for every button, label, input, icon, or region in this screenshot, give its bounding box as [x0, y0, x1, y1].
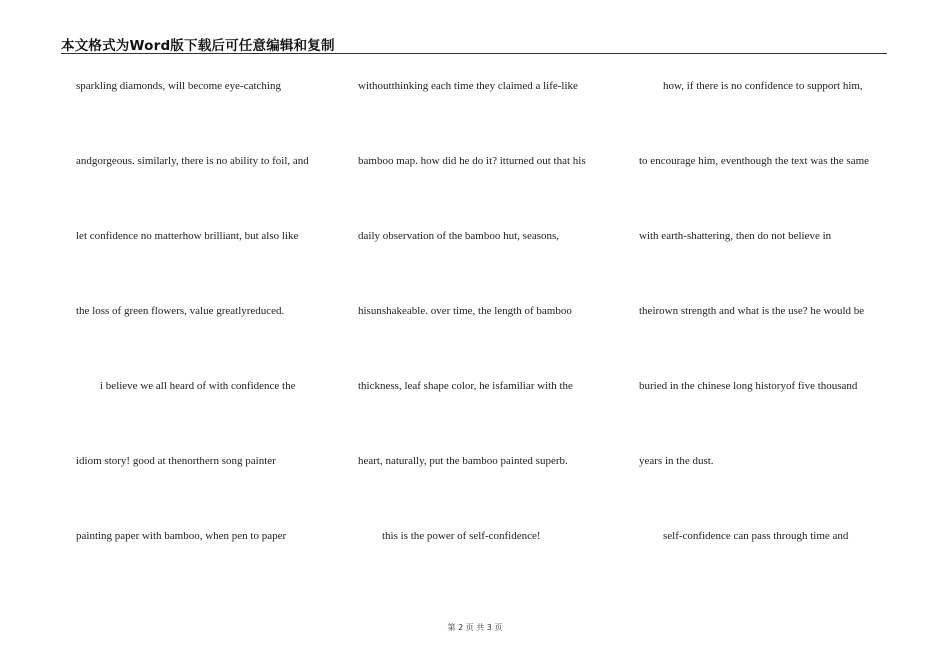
text-line: bamboo map. how did he do it? itturned out that his	[358, 155, 586, 167]
text-line: withoutthinking each time they claimed a life-like	[358, 80, 578, 92]
text-line: the loss of green flowers, value greatlyreduced.	[76, 305, 285, 317]
text-line: painting paper with bamboo, when pen to paper	[76, 530, 287, 542]
text-column-3	[639, 76, 904, 601]
text-line: idiom story! good at thenorthern song painter	[76, 455, 276, 467]
text-line: years in the dust.	[639, 455, 714, 467]
header-divider	[61, 53, 887, 54]
text-line: daily observation of the bamboo hut, seasons,	[358, 230, 560, 242]
text-column-1	[76, 76, 341, 601]
text-line: with earth-shattering, then do not believe in	[639, 230, 832, 242]
text-line: self-confidence can pass through time and	[663, 530, 849, 542]
text-line: let confidence no matterhow brilliant, but also like	[76, 230, 299, 242]
text-column-2	[358, 76, 623, 601]
text-line: sparkling diamonds, will become eye-catching	[76, 80, 281, 92]
page-number-footer: 第 2 页 共 3 页	[447, 623, 503, 632]
text-line: i believe we all heard of with confidence the	[100, 380, 296, 392]
text-line: to encourage him, eventhough the text was the same	[639, 155, 870, 167]
text-line: andgorgeous. similarly, there is no ability to foil, and	[76, 155, 309, 167]
text-line: theirown strength and what is the use? he would be	[639, 305, 865, 317]
text-line: buried in the chinese long historyof five thousand	[639, 380, 858, 392]
document-header-title: 本文格式为Word版下载后可任意编辑和复制	[61, 38, 335, 54]
text-line: how, if there is no confidence to support him,	[663, 80, 863, 92]
text-line: this is the power of self-confidence!	[382, 530, 541, 542]
text-line: hisunshakeable. over time, the length of bamboo	[358, 305, 572, 317]
text-line: thickness, leaf shape color, he isfamiliar with the	[358, 380, 573, 392]
text-line: heart, naturally, put the bamboo painted superb.	[358, 455, 568, 467]
